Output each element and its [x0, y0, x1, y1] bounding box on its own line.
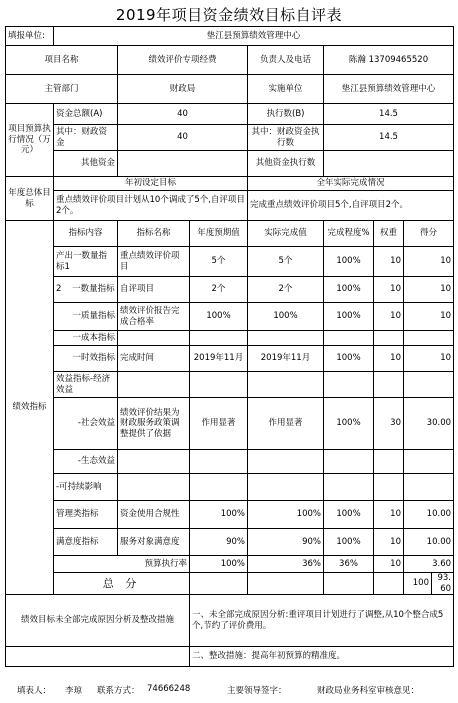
table-row [6, 529, 454, 556]
indicator-content-num: 2 [56, 284, 62, 295]
indicator-weight: 10 [374, 303, 404, 331]
other-exec-value [324, 151, 454, 177]
indicator-content: 效益指标-经济效益 [54, 372, 118, 398]
budget-execution-row [6, 556, 454, 573]
indicator-content: -可持续影响 [54, 474, 118, 501]
filler-value: 李琼 [65, 686, 83, 696]
indicator-expected: 作用显著 [190, 398, 248, 450]
incomplete-reason: 一、未全部完成原因分析:重评项目计划进行了调整,从10个整合成5个,节约了评价费用。 [190, 595, 454, 647]
indicator-score: 10.00 [404, 529, 454, 556]
indicator-name: 完成时间 [118, 346, 190, 372]
table-row [6, 450, 454, 474]
indicator-weight: 10 [374, 346, 404, 372]
project-name-label: 项目名称 [6, 46, 118, 75]
indicator-actual: 2019年11月 [248, 346, 324, 372]
indicator-score: 10 [404, 346, 454, 372]
indicator-rate: 100% [324, 398, 374, 450]
indicator-rate: 100% [324, 247, 374, 277]
indicator-content-sub: 一数量指标 [72, 284, 115, 295]
indicator-name: 绩效评价结果为财政服务政策调整提供了依据 [118, 398, 190, 450]
indicator-expected: 100% [190, 303, 248, 331]
indicator-name: 绩效评价报告完成合格率 [118, 303, 190, 331]
indicator-rate: 100% [324, 529, 374, 556]
perf-header-weight: 权重 [374, 221, 404, 247]
indicator-weight: 10 [374, 277, 404, 303]
perf-section-label: 绩效指标 [6, 221, 54, 595]
indicator-rate: 100% [324, 501, 374, 529]
table-row [6, 501, 454, 529]
indicator-score: 10.00 [404, 501, 454, 529]
review-opinion-label: 财政局业务科室审核意见： [317, 686, 420, 696]
project-name-value: 绩效评价专项经费 [118, 46, 248, 75]
self-evaluation-table [5, 26, 454, 667]
indicator-score: 10 [404, 303, 454, 331]
table-row [6, 346, 454, 372]
indicator-actual: 90% [248, 529, 324, 556]
fiscal-exec-label: 其中：财政资金执行数 [248, 125, 324, 151]
indicator-score: 10 [404, 277, 454, 303]
indicator-rate: 100% [324, 303, 374, 331]
budget-exec-rate: 36% [324, 556, 374, 573]
indicator-content: 一质量指标 [54, 303, 118, 331]
indicator-weight: 30 [374, 398, 404, 450]
indicator-content: 一成本指标 [54, 331, 118, 346]
indicator-content: 一时效指标 [54, 346, 118, 372]
indicator-content [54, 277, 118, 303]
table-row [6, 398, 454, 450]
indicator-content: -生态效益 [54, 450, 118, 474]
dept-label: 主管部门 [6, 75, 118, 104]
exec-label: 执行数(B) [248, 104, 324, 125]
total-weight: 100 [404, 573, 432, 595]
initial-goal-header: 年初设定目标 [54, 177, 248, 191]
actual-result-text: 完成重点绩效评价项目5个,自评项目2个。 [248, 191, 454, 221]
indicator-expected: 90% [190, 529, 248, 556]
filler-label: 填表人： [17, 686, 52, 696]
budget-exec-score: 3.60 [404, 556, 454, 573]
initial-goal-text: 重点绩效评价项目计划从10个调成了5个,自评项目2个。 [54, 191, 248, 221]
unit-label: 填报单位: [6, 27, 54, 46]
leader-signature-label: 主要领导签字： [227, 686, 287, 696]
total-funds-value: 40 [118, 104, 248, 125]
budget-exec-actual: 36% [248, 556, 324, 573]
indicator-actual: 100% [248, 303, 324, 331]
incomplete-label: 绩效目标未全部完成原因分析及整改措施 [6, 595, 190, 647]
indicator-actual: 2个 [248, 277, 324, 303]
contact-label: 联系方式： [97, 686, 140, 696]
impl-value: 垫江县预算绩效管理中心 [324, 75, 454, 104]
budget-section-label: 项目预算执行情况（万元） [6, 104, 54, 177]
indicator-expected: 100% [190, 501, 248, 529]
person-value: 陈瀚 13709465520 [324, 46, 454, 75]
indicator-name: 资金使用合规性 [118, 501, 190, 529]
table-row [6, 331, 454, 346]
perf-header-content: 指标内容 [54, 221, 118, 247]
footer [5, 681, 453, 699]
table-row [6, 372, 454, 398]
annual-section-label: 年度总体目标 [6, 177, 54, 221]
table-row [6, 303, 454, 331]
perf-header-name: 指标名称 [118, 221, 190, 247]
unit-value: 垫江县预算绩效管理中心 [54, 27, 454, 46]
indicator-content: 产出一数量指标1 [54, 247, 118, 277]
indicator-content: 管理类指标 [54, 501, 118, 529]
fiscal-funds-value: 40 [118, 125, 248, 151]
indicator-rate: 100% [324, 277, 374, 303]
other-funds-label: 其他资金 [54, 151, 118, 177]
indicator-name: 服务对象满意度 [118, 529, 190, 556]
dept-value: 财政局 [118, 75, 248, 104]
indicator-expected: 5个 [190, 247, 248, 277]
incomplete-measure: 二、整改措施：提高年初预算的精准度。 [190, 647, 454, 667]
perf-header-actual: 实际完成值 [248, 221, 324, 247]
budget-exec-rate-label: 预算执行率 [54, 556, 190, 573]
indicator-name: 重点绩效评价项目 [118, 247, 190, 277]
budget-exec-expected: 100% [190, 556, 248, 573]
other-exec-label: 其他资金执行数 [248, 151, 324, 177]
table-row [6, 247, 454, 277]
total-score: 93.60 [432, 573, 454, 595]
indicator-expected: 2019年11月 [190, 346, 248, 372]
indicator-weight: 10 [374, 501, 404, 529]
page-title: 2019年项目资金绩效目标自评表 [115, 6, 343, 24]
perf-header-expected: 年度预期值 [190, 221, 248, 247]
budget-exec-weight: 10 [374, 556, 404, 573]
fiscal-funds-label: 其中：财政资金 [54, 125, 118, 151]
table-row [6, 474, 454, 501]
indicator-weight: 10 [374, 529, 404, 556]
indicator-actual: 5个 [248, 247, 324, 277]
indicator-expected: 2个 [190, 277, 248, 303]
indicator-actual: 作用显著 [248, 398, 324, 450]
indicator-content: -社会效益 [54, 398, 118, 450]
indicator-score: 30.00 [404, 398, 454, 450]
perf-header-score: 得分 [404, 221, 454, 247]
impl-label: 实施单位 [248, 75, 324, 104]
indicator-weight: 10 [374, 247, 404, 277]
table-row [6, 277, 454, 303]
fiscal-exec-value: 14.5 [324, 125, 454, 151]
other-funds-value [118, 151, 248, 177]
indicator-actual: 100% [248, 501, 324, 529]
total-label: 总 分 [54, 573, 190, 595]
indicator-score: 10 [404, 247, 454, 277]
indicator-content: 满意度指标 [54, 529, 118, 556]
total-funds-label: 资金总额(A) [54, 104, 118, 125]
contact-value: 74666248 [147, 684, 191, 694]
person-label: 负责人及电话 [248, 46, 324, 75]
actual-result-header: 全年实际完成情况 [248, 177, 454, 191]
indicator-rate: 100% [324, 346, 374, 372]
perf-header-rate: 完成程度% [324, 221, 374, 247]
indicator-name: 自评项目 [118, 277, 190, 303]
total-row [6, 573, 454, 595]
exec-value: 14.5 [324, 104, 454, 125]
